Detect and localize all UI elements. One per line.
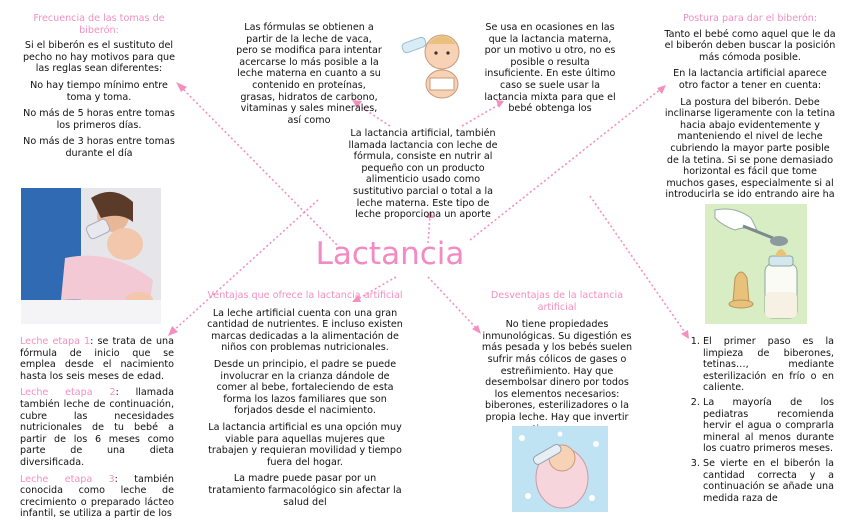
- advantages-node: [205, 290, 405, 508]
- connector-disadvantages: [428, 277, 478, 330]
- frequency-rule-1: No hay tiempo mínimo entre toma y toma.: [30, 79, 168, 103]
- disadvantages-node: [478, 290, 636, 424]
- baby-bottle-illustration: [398, 22, 470, 102]
- step-item-2: 2. La mayoría de los pediatras recomienda hervir el agua o comprarla mineral al menos durante los cuatro primeros meses.: [703, 397, 834, 455]
- formulas-node: [234, 22, 384, 126]
- stage-3-label: Leche etapa 3: [20, 473, 115, 485]
- advantages-p3: La lactancia artificial es una opción muy viable para aquellas mujeres que trabajen y requieran movilidad y tiempo fuera del hogar.: [208, 421, 402, 468]
- baby-blanket-illustration: [512, 426, 608, 512]
- advantages-p4: La madre puede pasar por un tratamiento farmacológico sin afectar la salud del: [208, 473, 402, 508]
- steps-list: [686, 336, 834, 504]
- stage-1: [20, 336, 174, 382]
- formulas-text: Las fórmulas se obtienen a partir de la leche de vaca, pero se modifica para intentar acercarse lo más posible a la leche materna en cuanto a su contenido en proteínas, grasas, hidratos de carbono, vitaminas y sales minerales, así como: [236, 22, 382, 126]
- advantages-p2: Desde un principio, el padre se puede involucrar en la crianza dándole de comer al bebe, fortaleciendo de esta forma los lazos familiares que son forjados desde el nacimiento.: [213, 358, 397, 417]
- stage-1-label: Leche etapa 1: [20, 336, 91, 347]
- definition-text: La lactancia artificial, también llamada lactancia con leche de fórmula, consiste en nutrir al pequeño con un producto alimenticio usado como sustitutivo parcial o total a la leche materna. Este tipo de leche proporciona un aporte: [348, 128, 498, 221]
- steps-node: [686, 336, 834, 511]
- frequency-intro: Si el biberón es el sustituto del pecho no hay motivos para que las reglas sean diferentes:: [22, 40, 176, 75]
- stage-2-label: Leche etapa 2: [20, 387, 116, 399]
- stage-3: [20, 474, 174, 520]
- posture-heading: Postura para dar el biberón:: [682, 13, 818, 24]
- frequency-heading: Frecuencia de las tomas de biberón:: [33, 13, 165, 36]
- posture-p1: Tanto el bebé como aquel que le da el biberón deben buscar la posición más cómoda posible.: [664, 28, 836, 63]
- frequency-rule-2: No más de 5 horas entre tomas los primeros días.: [23, 108, 175, 131]
- stage-1-text: : se trata de una fórmula de inicio que se emplea desde el nacimiento hasta los seis meses de edad.: [20, 336, 174, 382]
- mixed-use-text: Se usa en ocasiones en las que la lactancia materna, por un motivo u otro, no es posible o resulta insuficiente. En este último caso se suele usar la lactancia mixta para que el bebé obtenga los: [484, 22, 616, 115]
- posture-p3: La postura del biberón. Debe inclinarse ligeramente con la tetina hacia abajo evidentemente y manteniendo el nivel de leche cubriendo la mayor parte posible de la tetina. Si se pone demasiado horizontal es fácil que tome muchos gases, especialmente si al introducirla se ido entrando aire ha: [664, 96, 836, 201]
- stage-2: [20, 387, 174, 468]
- stage-3-text: : también conocida como leche de crecimiento o preparado lácteo infantil, se utiliza a partir de los: [20, 473, 174, 520]
- definition-node: [348, 128, 498, 221]
- disadvantages-p1: No tiene propiedades inmunológicas. Su digestión es más pesada y los bebés suelen sufrir más cólicos de gases o estreñimiento. Hay que desembolsar dinero por todos los elementos necesarios: biberones, esterilizadores o la propia leche. Hay que invertir: [481, 319, 633, 423]
- advantages-p1: La leche artificial cuenta con una gran cantidad de nutrientes. E incluso existen marcas dedicadas a la alimentación de niños con problemas nutricionales.: [207, 307, 403, 354]
- mother-feeding-photo: [21, 188, 161, 324]
- step-item-3: 3. Se vierte en el biberón la cantidad correcta y a continuación se añade una medida raza de: [703, 458, 834, 504]
- posture-p2: En la lactancia artificial aparece otro factor a tener en cuenta:: [673, 68, 827, 91]
- stage-2-text: : llamada también leche de continuación, cubre las necesidades nutricionales de tu bebé a partir de los 6 meses como parte de una dieta diversificada.: [20, 387, 174, 468]
- mixed-use-node: [480, 22, 620, 115]
- advantages-heading: Ventajas que ofrece la lactancia artificial: [207, 290, 403, 301]
- frequency-rule-3: No más de 3 horas entre tomas durante el día: [23, 136, 175, 159]
- bottle-spoon-illustration: [705, 204, 807, 324]
- stages-node: [20, 336, 174, 520]
- frequency-node: [20, 13, 178, 175]
- posture-node: [664, 13, 836, 203]
- disadvantages-heading: Desventajas de la lactancia artificial: [490, 290, 624, 313]
- step-item-1: 1. El primer paso es la limpieza de biberones, tetinas…, mediante esterilización en frío o en caliente.: [703, 336, 834, 394]
- central-title: Lactancia: [315, 236, 465, 272]
